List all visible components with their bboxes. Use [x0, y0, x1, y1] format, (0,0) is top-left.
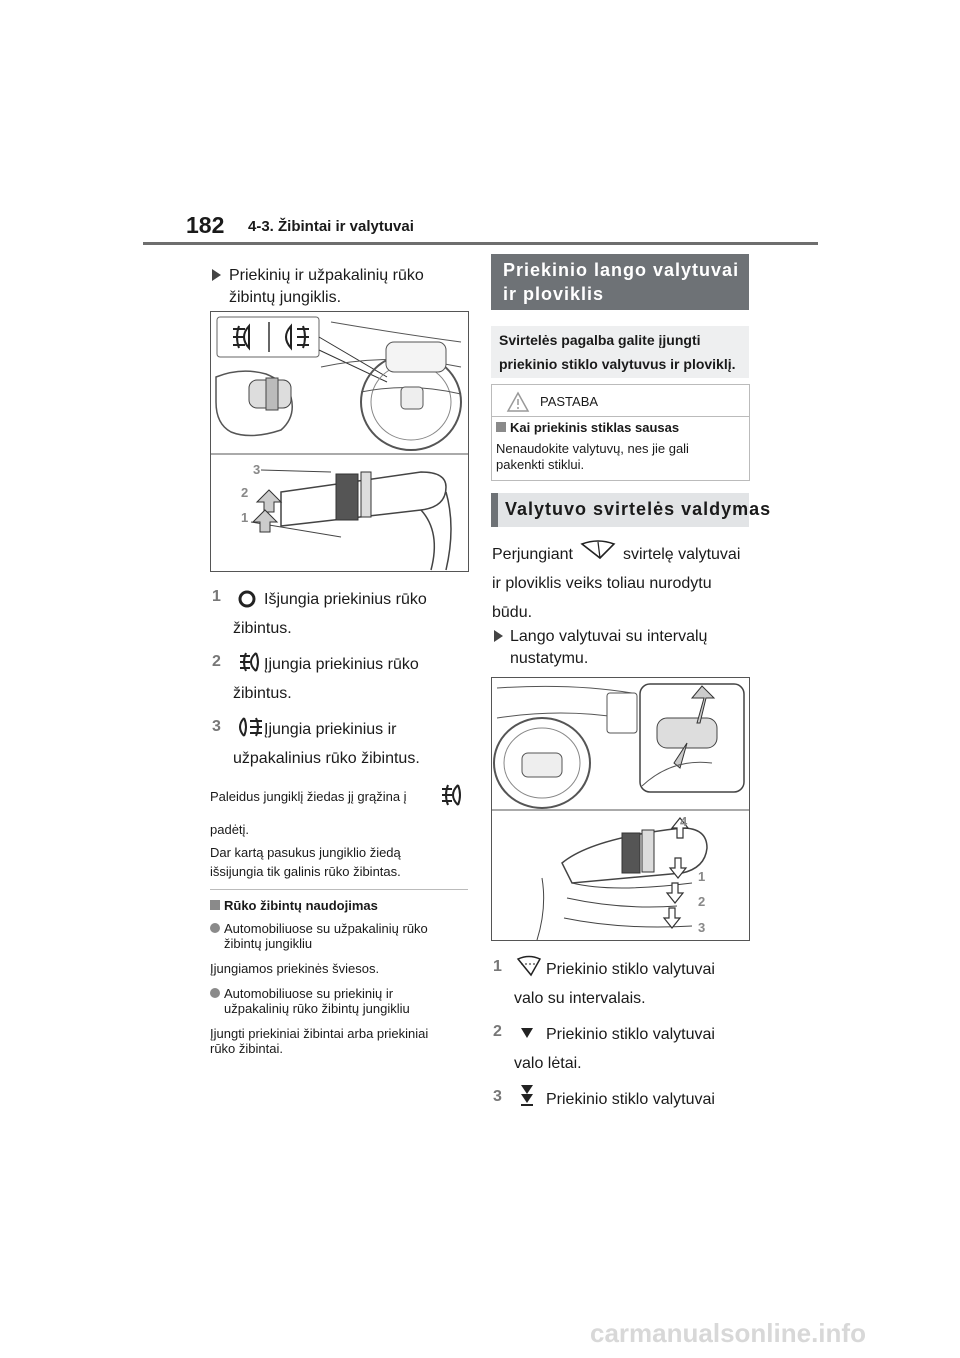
figure-label-2: 2	[698, 894, 706, 909]
heading-accent	[491, 493, 498, 527]
item-text: Priekinio stiklo valytuvai	[546, 1026, 715, 1043]
header-rule	[143, 242, 818, 245]
section-heading-lever	[491, 493, 772, 527]
note-text: Dar kartą pasukus jungiklio žiedą	[210, 845, 401, 860]
section-heading-wipers	[491, 254, 749, 310]
item-text: Priekinio stiklo valytuvai	[546, 1091, 715, 1108]
fog-switch-illustration	[211, 312, 468, 571]
wiper-icon	[578, 540, 618, 562]
rear-fog-icon	[236, 715, 264, 739]
notice-title: Kai priekinis stiklas sausas	[510, 420, 680, 435]
figure-label-3: 3	[698, 920, 706, 935]
intro-text: priekinio stiklo valytuvus ir ploviklį.	[499, 356, 736, 372]
item-number: 1	[212, 588, 221, 605]
figure-label-3: 3	[253, 462, 261, 477]
heading-text: ir ploviklis	[503, 284, 605, 304]
page-number: 182	[186, 212, 225, 238]
triangle-bullet-icon	[212, 269, 221, 281]
sub-paragraph: rūko žibintai.	[210, 1041, 283, 1056]
fog-off-icon	[236, 589, 258, 609]
figure-label-1: 1	[698, 869, 706, 884]
item-text: valo su intervalais.	[514, 990, 646, 1007]
lever-paragraph	[492, 540, 752, 627]
item-text: užpakalinius rūko žibintus.	[233, 750, 420, 767]
paragraph-text: Perjungiant	[492, 546, 573, 563]
figure-label-1: 1	[241, 510, 249, 525]
item-text: žibintus.	[233, 620, 292, 637]
sub-paragraph: Įjungiamos priekinės šviesos.	[210, 961, 380, 976]
item-number: 1	[493, 958, 502, 975]
notice-label: PASTABA	[540, 394, 599, 409]
heading-text: Valytuvo svirtelės valdymas	[505, 499, 772, 519]
circle-bullet-icon	[210, 988, 220, 998]
notice-box	[491, 384, 750, 481]
item-number: 3	[493, 1088, 502, 1105]
square-bullet-icon	[496, 422, 506, 432]
fog-usage-section	[210, 896, 470, 1058]
item-text: žibintus.	[233, 685, 292, 702]
wiper-lever-illustration	[492, 678, 749, 940]
paragraph-text: būdu.	[492, 604, 533, 621]
watermark-text: carmanualsonline.info	[590, 1318, 866, 1348]
fog-items-list	[212, 585, 462, 775]
section-title: 4-3. Žibintai ir valytuvai	[248, 218, 414, 235]
divider	[492, 416, 749, 417]
bullet-text: Priekinių ir užpakalinių rūko	[229, 267, 424, 284]
wiper-low-icon	[519, 1025, 535, 1041]
figure-label-2: 2	[241, 485, 249, 500]
item-text: Įjungia priekinius ir	[264, 721, 397, 738]
sub-bullet-text: užpakalinių rūko žibintų jungikliu	[224, 1001, 410, 1016]
sub-bullet-text: Automobiliuose su užpakalinių rūko	[224, 921, 428, 936]
divider	[210, 889, 468, 890]
subsection-title: Rūko žibintų naudojimas	[224, 898, 378, 913]
heading-text: Priekinio lango valytuvai	[503, 260, 740, 280]
sub-bullet-text: Automobiliuose su priekinių ir	[224, 986, 394, 1001]
square-bullet-icon	[210, 900, 220, 910]
bullet-text: žibintų jungiklis.	[229, 289, 342, 306]
paragraph-text: svirtelę valytuvai	[623, 546, 741, 563]
wiper-int-icon	[515, 955, 543, 979]
item-text: valo lėtai.	[514, 1055, 582, 1072]
sub-paragraph: Įjungti priekiniai žibintai arba priekiniai	[210, 1026, 429, 1041]
front-fog-icon	[438, 782, 464, 808]
intro-text: Svirtelės pagalba galite įjungti	[499, 332, 701, 348]
item-text: Priekinio stiklo valytuvai	[546, 961, 715, 978]
bullet-text: Lango valytuvai su intervalų	[510, 628, 708, 645]
triangle-bullet-icon	[494, 630, 503, 642]
paragraph-text: ir ploviklis veiks toliau nurodytu	[492, 575, 712, 592]
notice-text: Nenaudokite valytuvų, nes jie gali	[496, 441, 689, 456]
note-text: išsijungia tik galinis rūko žibintas.	[210, 864, 401, 879]
fog-note	[210, 787, 470, 881]
wiper-items-list	[493, 955, 753, 1115]
front-fog-icon	[236, 650, 262, 674]
intro-box	[491, 326, 749, 378]
item-number: 2	[493, 1023, 502, 1040]
item-number: 3	[212, 718, 221, 735]
item-text: Išjungia priekinius rūko	[264, 591, 427, 608]
bullet-text: nustatymu.	[510, 650, 589, 667]
item-text: Įjungia priekinius rūko	[264, 656, 419, 673]
note-text: padėtį.	[210, 822, 250, 837]
fog-switch-figure	[210, 311, 469, 572]
note-text: Paleidus jungiklį žiedas jį grąžina į	[210, 789, 407, 804]
circle-bullet-icon	[210, 923, 220, 933]
sub-bullet-text: žibintų jungikliu	[224, 936, 313, 951]
wiper-high-icon	[519, 1083, 535, 1107]
figure-label-4: 4	[680, 814, 688, 829]
wiper-lever-figure	[491, 677, 750, 941]
notice-text: pakenkti stiklui.	[496, 457, 585, 472]
item-number: 2	[212, 653, 221, 670]
warning-triangle-icon	[506, 391, 530, 413]
